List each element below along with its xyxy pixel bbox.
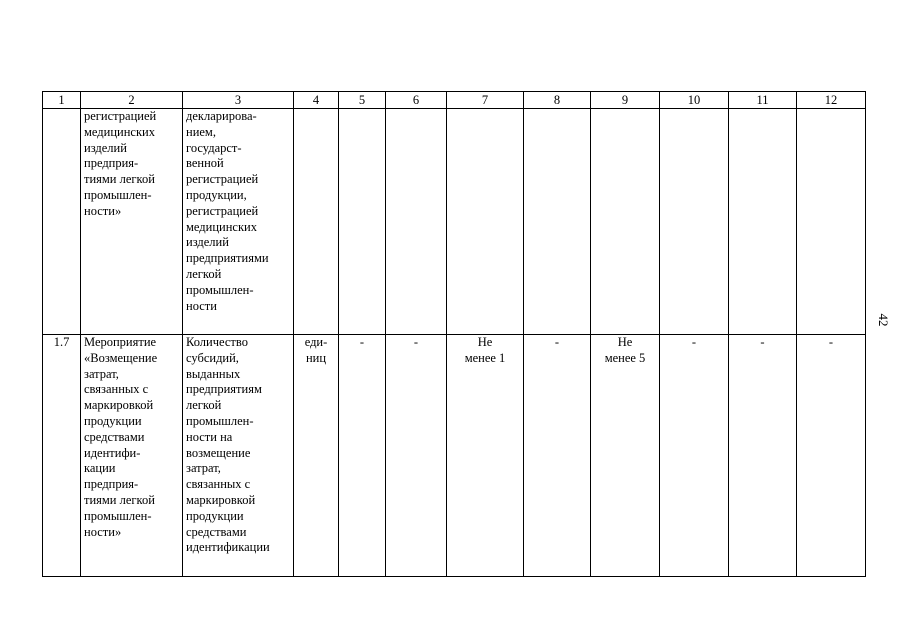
text-line: промышлен- — [84, 508, 152, 523]
value-cell — [591, 335, 660, 577]
text-line: изделий — [84, 140, 127, 155]
text-line: тиями легкой — [84, 172, 155, 187]
event-name-cell — [81, 109, 183, 335]
text-line: предприятиями — [186, 251, 269, 266]
text-line: Не — [617, 335, 633, 349]
text-line: Мероприятие — [84, 335, 157, 349]
text-line: продукции — [84, 413, 142, 428]
empty-cell — [447, 109, 524, 335]
value-cell: - — [729, 335, 797, 577]
text-line: выданных — [186, 366, 241, 381]
text-line: идентификации — [186, 540, 270, 555]
text-line: регистрацией — [84, 109, 157, 123]
text-line: идентифи- — [84, 445, 141, 460]
text-line: предприя- — [84, 156, 139, 171]
text-line: еди- — [304, 335, 328, 349]
text-line: маркировкой — [84, 398, 154, 413]
text-line: ности» — [84, 524, 122, 539]
text-line: предприя- — [84, 477, 139, 492]
text-line: затрат, — [84, 366, 119, 381]
header-cell: 6 — [386, 92, 447, 109]
text-line: промышлен- — [186, 413, 254, 428]
text-line: «Возмещение — [84, 350, 158, 365]
text-line: тиями легкой — [84, 492, 155, 507]
text-line: возмещение — [186, 445, 251, 460]
value-cell: - — [797, 335, 866, 577]
text-line: маркировкой — [186, 492, 256, 507]
empty-cell — [797, 109, 866, 335]
text-line: средствами — [84, 429, 145, 444]
text-line: легкой — [186, 266, 222, 281]
text-line: медицинских — [186, 219, 257, 234]
header-cell: 5 — [339, 92, 386, 109]
event-name-cell — [81, 335, 183, 577]
page-number: 42 — [876, 313, 891, 327]
text-line: регистрацией — [186, 203, 259, 218]
header-cell: 4 — [294, 92, 339, 109]
unit-cell — [294, 335, 339, 577]
text-line: связанных с — [84, 382, 149, 397]
text-line: регистрацией — [186, 172, 259, 187]
indicator-name-cell — [183, 109, 294, 335]
value-cell: - — [524, 335, 591, 577]
table-row-1-7 — [43, 335, 866, 577]
text-line: венной — [186, 156, 224, 171]
text-line: менее 1 — [464, 350, 506, 365]
header-cell: 3 — [183, 92, 294, 109]
value-cell — [447, 335, 524, 577]
text-line: государст- — [186, 140, 242, 155]
text-line: продукции, — [186, 187, 247, 202]
text-line: Количество — [186, 335, 248, 349]
text-line: нием, — [186, 124, 216, 139]
empty-cell — [591, 109, 660, 335]
text-line: медицинских — [84, 124, 155, 139]
empty-cell — [294, 109, 339, 335]
header-cell: 8 — [524, 92, 591, 109]
text-line: ности на — [186, 429, 233, 444]
empty-cell — [729, 109, 797, 335]
number-cell — [43, 109, 81, 335]
table-row-continuation — [43, 109, 866, 335]
number-cell: 1.7 — [43, 335, 81, 577]
text-line: промышлен- — [186, 282, 254, 297]
value-cell: - — [660, 335, 729, 577]
text-line: промышлен- — [84, 187, 152, 202]
value-cell: - — [386, 335, 447, 577]
text-line: изделий — [186, 235, 229, 250]
text-line: связанных с — [186, 477, 251, 492]
header-cell: 10 — [660, 92, 729, 109]
value-cell: - — [339, 335, 386, 577]
text-line: субсидий, — [186, 350, 239, 365]
text-line: ниц — [305, 350, 327, 365]
empty-cell — [339, 109, 386, 335]
text-line: менее 5 — [604, 350, 646, 365]
header-cell: 12 — [797, 92, 866, 109]
text-line: продукции — [186, 508, 244, 523]
text-line: кации — [84, 461, 116, 476]
text-line: декларирова- — [186, 109, 257, 123]
text-line: затрат, — [186, 461, 221, 476]
text-line: ности — [186, 298, 217, 313]
text-line: предприятиям — [186, 382, 262, 397]
header-cell: 2 — [81, 92, 183, 109]
header-row — [43, 92, 866, 109]
indicator-name-cell — [183, 335, 294, 577]
header-cell: 9 — [591, 92, 660, 109]
text-line: средствами — [186, 524, 247, 539]
empty-cell — [386, 109, 447, 335]
header-cell: 7 — [447, 92, 524, 109]
indicator-table — [42, 91, 866, 577]
header-cell: 1 — [43, 92, 81, 109]
empty-cell — [524, 109, 591, 335]
header-cell: 11 — [729, 92, 797, 109]
text-line: ности» — [84, 203, 122, 218]
text-line: Не — [477, 335, 493, 349]
text-line: легкой — [186, 398, 222, 413]
empty-cell — [660, 109, 729, 335]
